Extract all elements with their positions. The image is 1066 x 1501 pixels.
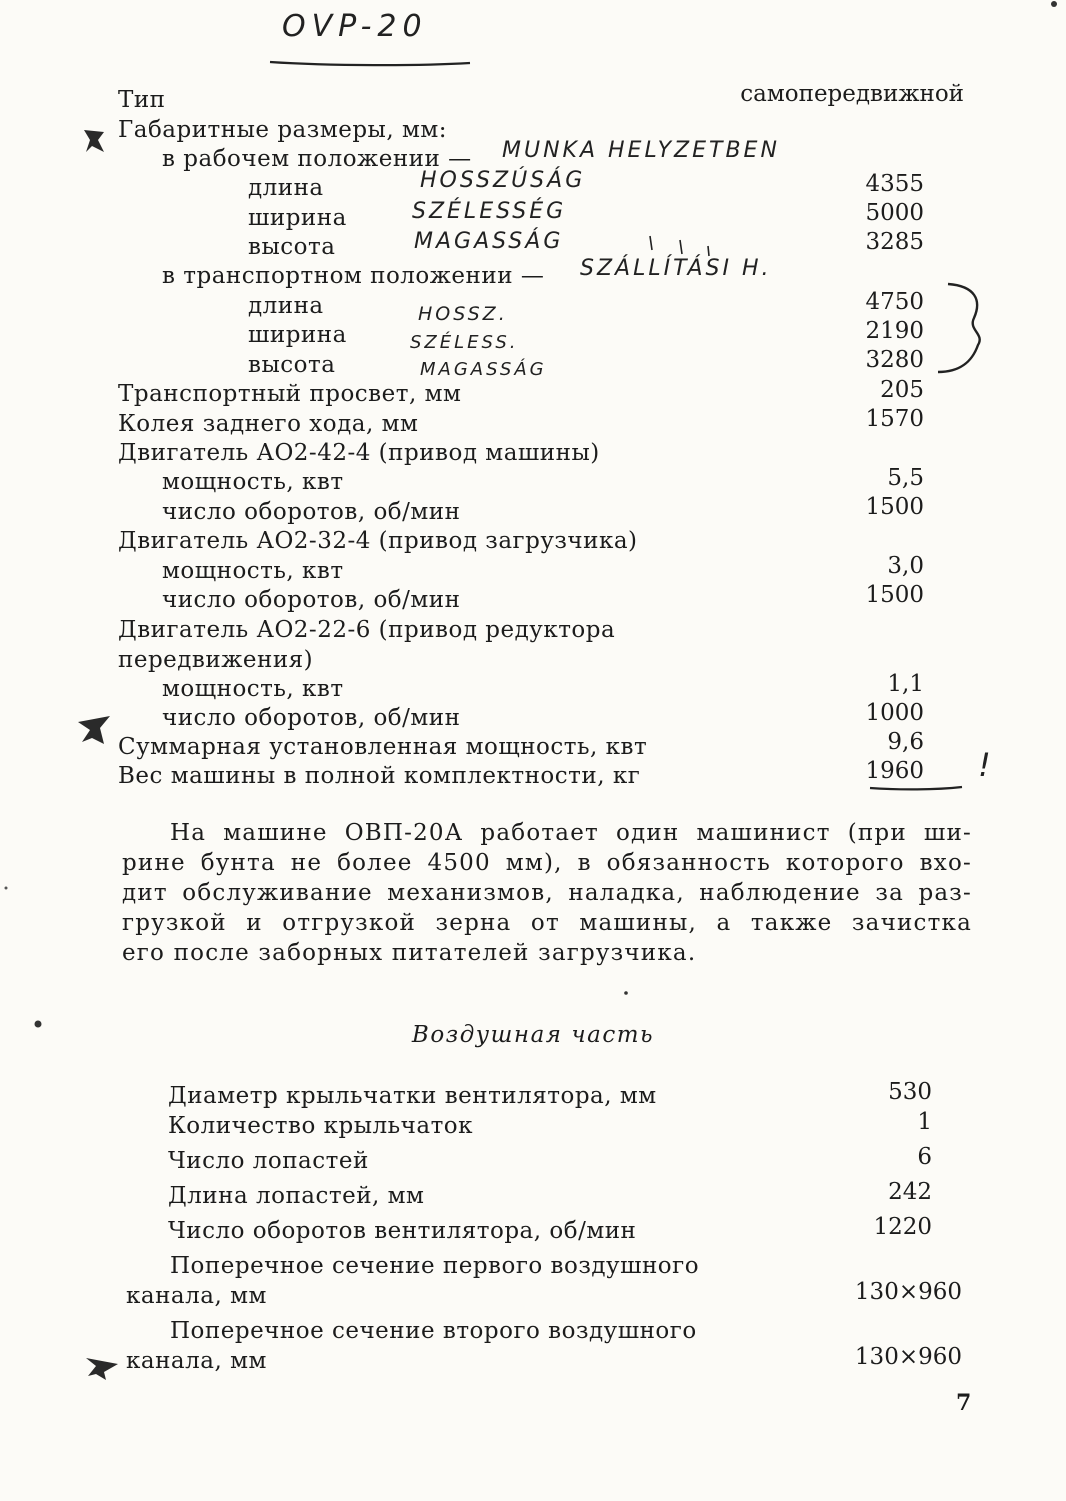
transport-width-value: 2190 bbox=[865, 318, 924, 344]
air-row-label: Длина лопастей, мм bbox=[168, 1183, 425, 1209]
total-power-label: Суммарная установленная мощность, квт bbox=[118, 734, 648, 760]
working-width-value: 5000 bbox=[865, 200, 924, 226]
engine2-rpm-value: 1500 bbox=[865, 582, 924, 608]
engine1-rpm-label: число оборотов, об/мин bbox=[162, 499, 461, 525]
weight-value: 1960 bbox=[865, 758, 924, 784]
engine1-rpm-value: 1500 bbox=[865, 494, 924, 520]
paragraph-line: дит обслуживание механизмов, наладка, наблюдение за раз- bbox=[122, 880, 972, 906]
title-underline bbox=[270, 62, 470, 65]
channel2-label-line1: Поперечное сечение второго воздушного bbox=[170, 1318, 697, 1344]
air-row-label: Число оборотов вентилятора, об/мин bbox=[168, 1218, 637, 1244]
handwritten-height-short: MAGASSÁG bbox=[420, 359, 547, 380]
scan-dot bbox=[35, 1021, 42, 1028]
ink-blot-3 bbox=[86, 1358, 118, 1380]
handwritten-width: SZÉLESSÉG bbox=[412, 199, 567, 224]
channel2-value: 130×960 bbox=[854, 1344, 962, 1370]
paragraph-line: рине бунта не более 4500 мм), в обязанность которого вхо- bbox=[122, 850, 972, 876]
working-length-label: длина bbox=[248, 175, 324, 201]
scan-dot bbox=[5, 887, 8, 890]
working-height-value: 3285 bbox=[865, 229, 924, 255]
total-power-value: 9,6 bbox=[887, 729, 924, 755]
ink-blot-1 bbox=[84, 130, 104, 152]
clearance-label: Транспортный просвет, мм bbox=[118, 381, 462, 407]
engine1-label: Двигатель АО2-42-4 (привод машины) bbox=[118, 440, 600, 466]
weight-underline bbox=[870, 787, 962, 789]
transport-length-value: 4750 bbox=[865, 289, 924, 315]
page-number: 7 bbox=[956, 1390, 972, 1416]
engine2-power-value: 3,0 bbox=[887, 553, 924, 579]
engine2-rpm-label: число оборотов, об/мин bbox=[162, 587, 461, 613]
air-row-label: Диаметр крыльчатки вентилятора, мм bbox=[168, 1083, 657, 1109]
transport-position-label: в транспортном положении — bbox=[162, 263, 545, 289]
air-row-label: Количество крыльчаток bbox=[168, 1113, 474, 1139]
paragraph-line: На машине ОВП-20А работает один машинист (при ши- bbox=[170, 820, 972, 846]
handwritten-height: MAGASSÁG bbox=[414, 229, 564, 254]
scan-dot bbox=[624, 991, 628, 995]
air-row-value: 1220 bbox=[873, 1214, 932, 1240]
handwritten-transport-position: SZÁLLÍTÁSI H. bbox=[580, 256, 772, 281]
channel1-value: 130×960 bbox=[854, 1279, 962, 1305]
working-width-label: ширина bbox=[248, 205, 347, 231]
track-value: 1570 bbox=[865, 406, 924, 432]
handwritten-length: HOSSZÚSÁG bbox=[420, 168, 586, 193]
channel1-label-line1: Поперечное сечение первого воздушного bbox=[170, 1253, 700, 1279]
working-length-value: 4355 bbox=[865, 171, 924, 197]
engine3-rpm-value: 1000 bbox=[865, 700, 924, 726]
engine1-power-value: 5,5 bbox=[887, 465, 924, 491]
channel1-label-line2: канала, мм bbox=[126, 1283, 267, 1309]
engine3-rpm-label: число оборотов, об/мин bbox=[162, 705, 461, 731]
engine1-power-label: мощность, квт bbox=[162, 469, 344, 495]
channel2-label-line2: канала, мм bbox=[126, 1348, 267, 1374]
handwritten-length-short: HOSSZ. bbox=[418, 303, 508, 325]
working-position-label: в рабочем положении — bbox=[162, 146, 472, 172]
working-height-label: высота bbox=[248, 234, 336, 260]
handwritten-working-position: MUNKA HELYZETBEN bbox=[502, 138, 780, 163]
air-row-value: 1 bbox=[917, 1109, 932, 1135]
clearance-value: 205 bbox=[880, 377, 924, 403]
transport-width-label: ширина bbox=[248, 322, 347, 348]
transport-height-label: высота bbox=[248, 352, 336, 378]
transport-brace bbox=[938, 284, 980, 372]
track-label: Колея заднего хода, мм bbox=[118, 411, 419, 437]
pen-tick bbox=[650, 236, 709, 256]
air-row-value: 242 bbox=[888, 1179, 932, 1205]
handwritten-width-short: SZÉLESS. bbox=[410, 332, 519, 353]
air-row-value: 530 bbox=[888, 1079, 932, 1105]
weight-label: Вес машины в полной комплектности, кг bbox=[118, 763, 641, 789]
dimensions-label: Габаритные размеры, мм: bbox=[118, 117, 447, 143]
handwritten-exclamation: ! bbox=[978, 746, 994, 784]
engine3-power-value: 1,1 bbox=[887, 671, 924, 697]
paragraph-line: его после заборных питателей загрузчика. bbox=[122, 940, 697, 966]
type-value: самопередвижной bbox=[740, 81, 964, 107]
air-row-value: 6 bbox=[917, 1144, 932, 1170]
paragraph-line: грузкой и отгрузкой зерна от машины, а также зачистка bbox=[122, 910, 972, 936]
engine2-power-label: мощность, квт bbox=[162, 558, 344, 584]
engine3-power-label: мощность, квт bbox=[162, 676, 344, 702]
transport-length-label: длина bbox=[248, 293, 324, 319]
scan-dot bbox=[1051, 1, 1057, 7]
engine3-label-line2: передвижения) bbox=[118, 647, 314, 673]
air-section-title: Воздушная часть bbox=[411, 1022, 655, 1048]
type-label: Тип bbox=[118, 87, 166, 113]
ink-blot-2 bbox=[78, 716, 110, 744]
handwritten-title: OVP-20 bbox=[282, 9, 428, 44]
transport-height-value: 3280 bbox=[865, 347, 924, 373]
engine3-label-line1: Двигатель АО2-22-6 (привод редуктора bbox=[118, 617, 616, 643]
engine2-label: Двигатель АО2-32-4 (привод загрузчика) bbox=[118, 528, 638, 554]
air-row-label: Число лопастей bbox=[168, 1148, 369, 1174]
